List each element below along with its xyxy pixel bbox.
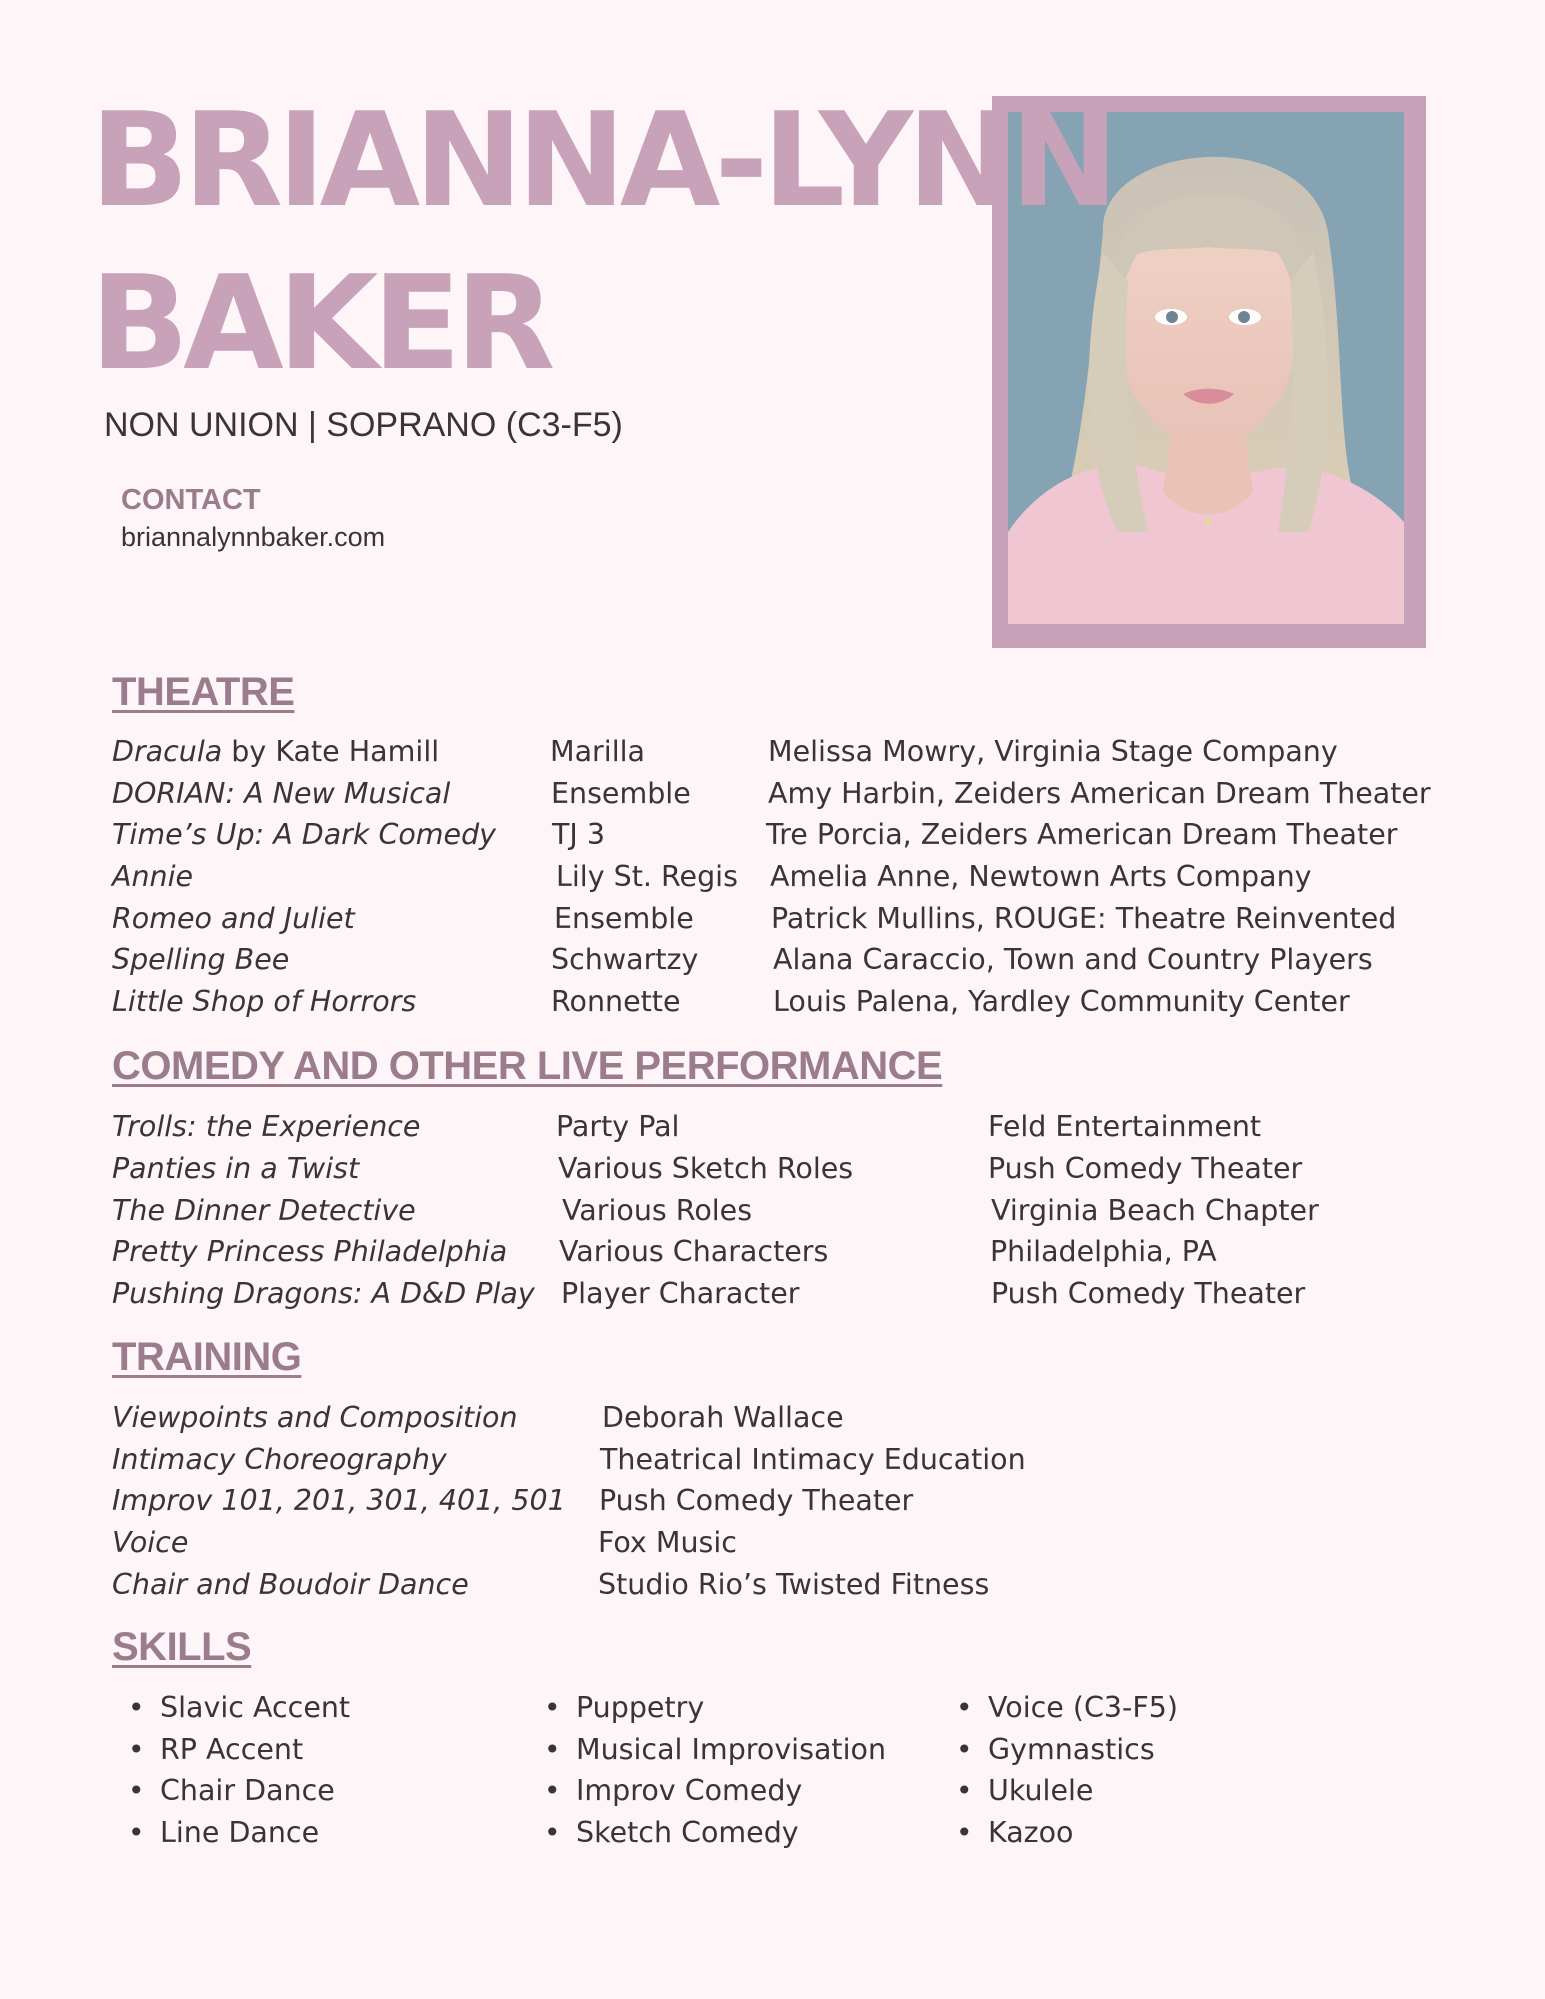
comedy-show: Pretty Princess Philadelphia	[112, 1235, 508, 1268]
skill-item: Musical Improvisation	[576, 1733, 887, 1766]
theatre-show-title: DORIAN: A New Musical	[112, 777, 451, 810]
skill-item: Voice (C3-F5)	[988, 1691, 1178, 1724]
bullet-icon: •	[956, 1816, 973, 1849]
name-line-1: BRIANNA-LYNN	[90, 84, 1113, 236]
skill-item: Kazoo	[988, 1816, 1074, 1849]
comedy-role: Various Sketch Roles	[558, 1152, 854, 1185]
training-subject: Intimacy Choreography	[112, 1443, 447, 1476]
theatre-director: Patrick Mullins, ROUGE: Theatre Reinvented	[771, 902, 1397, 935]
comedy-show: The Dinner Detective	[112, 1194, 416, 1227]
comedy-role: Player Character	[561, 1277, 800, 1310]
training-teacher: Deborah Wallace	[602, 1401, 844, 1434]
theatre-role: TJ 3	[552, 818, 606, 851]
theatre-role: Lily St. Regis	[556, 860, 738, 893]
comedy-company: Virginia Beach Chapter	[991, 1194, 1319, 1227]
bullet-icon: •	[128, 1691, 145, 1724]
training-subject: Voice	[112, 1526, 189, 1559]
comedy-role: Various Characters	[559, 1235, 829, 1268]
bullet-icon: •	[128, 1733, 145, 1766]
skill-item: Ukulele	[988, 1774, 1094, 1807]
theatre-show	[112, 777, 451, 810]
skill-item: Gymnastics	[988, 1733, 1155, 1766]
comedy-company: Push Comedy Theater	[991, 1277, 1306, 1310]
theatre-show	[112, 902, 355, 935]
theatre-director: Amelia Anne, Newtown Arts Company	[770, 860, 1312, 893]
theatre-show	[112, 818, 497, 851]
skill-item: Sketch Comedy	[576, 1816, 799, 1849]
theatre-show-title: Romeo and Juliet	[112, 902, 355, 935]
skill-item: Line Dance	[160, 1816, 320, 1849]
skill-item: Slavic Accent	[160, 1691, 351, 1724]
theatre-director: Amy Harbin, Zeiders American Dream Theater	[768, 777, 1431, 810]
comedy-company: Philadelphia, PA	[990, 1235, 1217, 1268]
skill-item: Chair Dance	[160, 1774, 335, 1807]
theatre-director: Tre Porcia, Zeiders American Dream Theater	[766, 818, 1398, 851]
section-title-skills: SKILLS	[112, 1625, 252, 1669]
theatre-show	[112, 943, 290, 976]
bullet-icon: •	[956, 1733, 973, 1766]
training-subject: Improv 101, 201, 301, 401, 501	[112, 1484, 566, 1517]
theatre-show	[112, 985, 417, 1018]
comedy-show: Trolls: the Experience	[112, 1110, 421, 1143]
theatre-show-title: Spelling Bee	[112, 943, 290, 976]
theatre-role: Schwartzy	[551, 943, 699, 976]
bullet-icon: •	[956, 1774, 973, 1807]
bullet-icon: •	[544, 1816, 561, 1849]
name-line-2: BAKER	[90, 247, 550, 399]
training-teacher: Fox Music	[598, 1526, 737, 1559]
comedy-company: Push Comedy Theater	[988, 1152, 1303, 1185]
theatre-director: Louis Palena, Yardley Community Center	[773, 985, 1350, 1018]
theatre-role: Ensemble	[551, 777, 691, 810]
training-subject: Chair and Boudoir Dance	[112, 1568, 469, 1601]
training-teacher: Studio Rio’s Twisted Fitness	[598, 1568, 990, 1601]
theatre-show-title: Annie	[112, 860, 194, 893]
section-title-theatre: THEATRE	[112, 670, 295, 714]
theatre-show-title: Dracula	[112, 735, 223, 768]
theatre-role: Ronnette	[551, 985, 681, 1018]
comedy-company: Feld Entertainment	[988, 1110, 1262, 1143]
bullet-icon: •	[544, 1691, 561, 1724]
training-teacher: Theatrical Intimacy Education	[600, 1443, 1026, 1476]
skill-item: Puppetry	[576, 1691, 705, 1724]
union-voice-subtitle: NON UNION | SOPRANO (C3-F5)	[104, 406, 623, 444]
contact-label: CONTACT	[121, 484, 261, 516]
comedy-show: Pushing Dragons: A D&D Play	[112, 1277, 535, 1310]
theatre-show	[112, 860, 194, 893]
bullet-icon: •	[544, 1774, 561, 1807]
section-title-comedy: COMEDY AND OTHER LIVE PERFORMANCE	[112, 1044, 943, 1088]
bullet-icon: •	[544, 1733, 561, 1766]
bullet-icon: •	[128, 1774, 145, 1807]
theatre-role: Ensemble	[554, 902, 694, 935]
comedy-role: Party Pal	[556, 1110, 680, 1143]
theatre-director: Alana Caraccio, Town and Country Players	[773, 943, 1373, 976]
section-title-training: TRAINING	[112, 1335, 302, 1379]
training-teacher: Push Comedy Theater	[599, 1484, 914, 1517]
bullet-icon: •	[128, 1816, 145, 1849]
comedy-role: Various Roles	[562, 1194, 753, 1227]
skill-item: Improv Comedy	[576, 1774, 803, 1807]
comedy-show: Panties in a Twist	[112, 1152, 360, 1185]
theatre-show-title: Time’s Up: A Dark Comedy	[112, 818, 497, 851]
training-subject: Viewpoints and Composition	[112, 1401, 518, 1434]
theatre-show	[112, 735, 440, 768]
bullet-icon: •	[956, 1691, 973, 1724]
skill-item: RP Accent	[160, 1733, 304, 1766]
contact-website-link[interactable]: briannalynnbaker.com	[121, 522, 386, 552]
theatre-show-title: Little Shop of Horrors	[112, 985, 417, 1018]
theatre-director: Melissa Mowry, Virginia Stage Company	[768, 735, 1338, 768]
theatre-role: Marilla	[550, 735, 645, 768]
theatre-show-author: by Kate Hamill	[222, 735, 440, 768]
